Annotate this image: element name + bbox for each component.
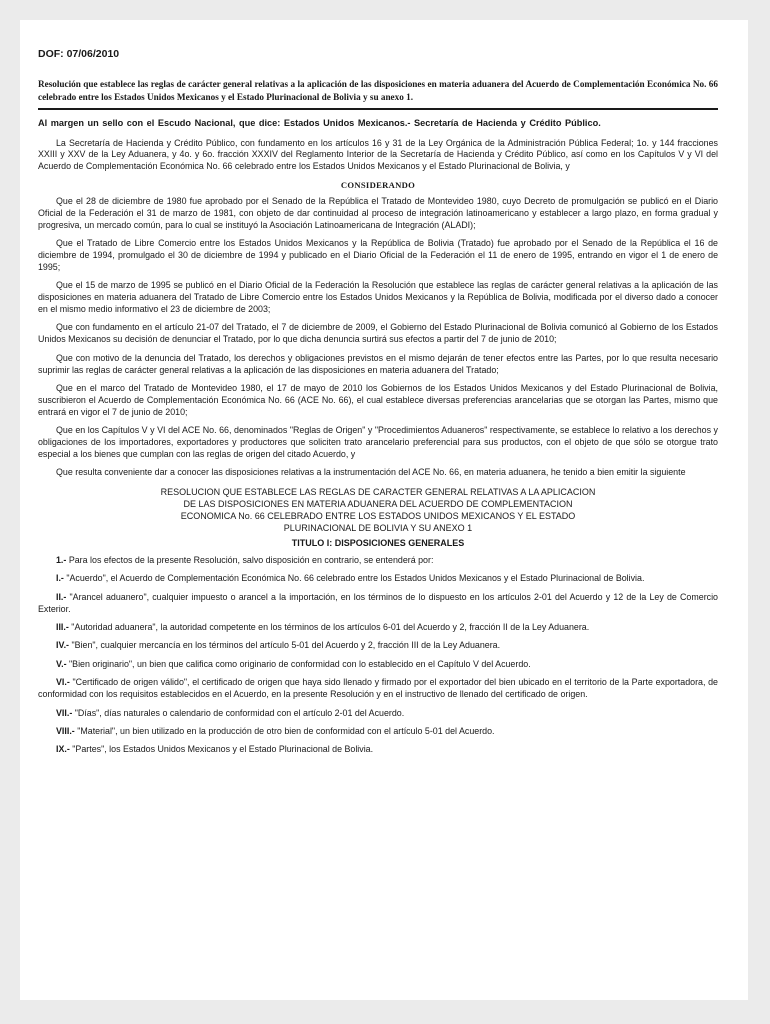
definition-text: "Autoridad aduanera", la autoridad competente en los términos de los artículos 6-01 del Acuerdo y 2, fracción II de la Ley Aduanera. bbox=[68, 621, 590, 632]
considerando-paragraph: Que en los Capítulos V y VI del ACE No. 66, denominados "Reglas de Origen" y "Procedimientos Aduaneros" respectivamente, se establece lo relativo a los derechos y obligaciones de los importadores, exportadores y productores que soliciten trato arancelario preferencial para sus productos, con el objeto de que sólo se otorgue trato especial a los bienes que cumplan con las reglas de origen del citado Acuerdo, y bbox=[38, 425, 718, 460]
definition-number: VII.- bbox=[56, 707, 73, 718]
definition-item bbox=[38, 592, 718, 616]
definition-number: VIII.- bbox=[56, 725, 75, 736]
definition-number: II.- bbox=[56, 591, 67, 602]
definition-item bbox=[38, 659, 718, 671]
definition-item bbox=[38, 744, 718, 756]
definition-item bbox=[38, 708, 718, 720]
resolution-heading-line: RESOLUCION QUE ESTABLECE LAS REGLAS DE CARACTER GENERAL RELATIVAS A LA APLICACION bbox=[160, 486, 596, 497]
dof-date: DOF: 07/06/2010 bbox=[38, 48, 120, 60]
definition-text: "Bien", cualquier mercancía en los términos del artículo 5-01 del Acuerdo y 2, fracción III de la Ley Aduanera. bbox=[69, 640, 501, 651]
rule-number: 1.- bbox=[56, 554, 67, 565]
resolution-heading-line: ECONOMICA No. 66 CELEBRADO ENTRE LOS ESTADOS UNIDOS MEXICANOS Y EL ESTADO bbox=[180, 510, 576, 521]
considerando-heading: CONSIDERANDO bbox=[340, 179, 416, 190]
definition-number: V.- bbox=[56, 658, 67, 669]
definition-item bbox=[38, 622, 718, 634]
considerando-paragraph: Que el Tratado de Libre Comercio entre los Estados Unidos Mexicanos y la República de Bolivia (Tratado) fue aprobado por el Senado de la República el 16 de diciembre de 1994, promulgado el 30 de diciembre de 1994 y publicado en el Diario Oficial de la Federación el 11 de enero de 1995, entrando en vigor el 1 de enero de 1995; bbox=[38, 237, 718, 272]
definition-number: VI.- bbox=[56, 677, 70, 688]
definition-item bbox=[38, 677, 718, 701]
considerando-paragraph: Que resulta conveniente dar a conocer las disposiciones relativas a la instrumentación del ACE No. 66, en materia aduanera, he tenido a bien emitir la siguiente bbox=[56, 467, 686, 478]
definition-text: "Material", un bien utilizado en la producción de otro bien de conformidad con el artículo 5-01 del Acuerdo. bbox=[74, 725, 495, 736]
titulo-heading: TITULO I: DISPOSICIONES GENERALES bbox=[291, 537, 465, 548]
definition-number: IX.- bbox=[56, 744, 70, 755]
definition-text: "Días", días naturales o calendario de conformidad con el artículo 2-01 del Acuerdo. bbox=[72, 707, 405, 718]
definition-number: III.- bbox=[56, 621, 69, 632]
resolution-heading-line: PLURINACIONAL DE BOLIVIA Y SU ANEXO 1 bbox=[283, 522, 473, 533]
document-content bbox=[38, 48, 718, 763]
definition-item bbox=[38, 726, 718, 738]
considerando-paragraph: Que el 28 de diciembre de 1980 fue aprobado por el Senado de la República el Tratado de Montevideo 1980, cuyo Decreto de promulgación se publicó en el Diario Oficial de la Federación el 31 de marzo de 1981, con objeto de dar continuidad al proceso de integración latinoamericano y establecer a largo plazo, en forma gradual y progresiva, un mercado común, para lo cual se instituyó la Asociación Latinoamericana de Integración (ALADI); bbox=[38, 195, 718, 230]
seal-notice: Al margen un sello con el Escudo Nacional, que dice: Estados Unidos Mexicanos.- Secretaría de Hacienda y Crédito Público. bbox=[38, 118, 601, 128]
considerando-paragraph: Que con fundamento en el artículo 21-07 del Tratado, el 7 de diciembre de 2009, el Gobierno del Estado Plurinacional de Bolivia comunicó al Gobierno de los Estados Unidos Mexicanos su decisión de denunciar el Tratado, por lo que dicha denuncia surtirá sus efectos a partir del 7 de junio de 2010; bbox=[38, 322, 718, 345]
document-title: Resolución que establece las reglas de carácter general relativas a la aplicación de las disposiciones en materia aduanera del Acuerdo de Complementación Económica No. 66 celebrado entre los Estados Unidos Mexicanos y el Estado Plurinacional de Bolivia y su anexo 1. bbox=[38, 78, 718, 110]
considerando-paragraph: Que el 15 de marzo de 1995 se publicó en el Diario Oficial de la Federación la Resolución que establece las reglas de carácter general relativas a la aplicación de las disposiciones en materia aduanera del Tratado de Libre Comercio entre los Estados Unidos Mexicanos y la República de Bolivia, modificada por el diverso dado a conocer en el mismo medio informativo el 23 de diciembre de 2003; bbox=[38, 280, 718, 314]
resolution-heading bbox=[38, 486, 718, 534]
definition-item bbox=[38, 573, 718, 585]
definition-item bbox=[38, 640, 718, 652]
definition-text: "Partes", los Estados Unidos Mexicanos y el Estado Plurinacional de Bolivia. bbox=[69, 744, 374, 755]
definition-text: "Bien originario", un bien que califica como originario de conformidad con lo establecido en el Capítulo V del Acuerdo. bbox=[66, 658, 531, 669]
resolution-heading-line: DE LAS DISPOSICIONES EN MATERIA ADUANERA DEL ACUERDO DE COMPLEMENTACION bbox=[183, 498, 573, 509]
definition-text: "Arancel aduanero", cualquier impuesto o arancel a la importación, en los términos de lo dispuesto en los artículos 2-01 del Acuerdo y 12 de la Ley de Comercio Exterior. bbox=[38, 591, 718, 614]
considerando-paragraph: Que con motivo de la denuncia del Tratado, los derechos y obligaciones previstos en el mismo dejarán de tener efectos entre las Partes, por lo que resulta necesario suprimir las reglas de carácter general relativas a la aplicación de las disposiciones en materia aduanera del Tratado; bbox=[38, 352, 718, 375]
intro-paragraph: La Secretaría de Hacienda y Crédito Público, con fundamento en los artículos 16 y 31 de la Ley Orgánica de la Administración Pública Federal; 1o. y 144 fracciones XXIII y XXV de la Ley Aduanera, y 4o. y 6o. fracción XXXIV del Reglamento Interior de la Secretaría de Hacienda y Crédito Público, así como en los Capítulos V y VI del Acuerdo de Complementación Económica No. 66 celebrado entre los Estados Unidos Mexicanos y el Estado Plurinacional de Bolivia, y bbox=[38, 137, 718, 172]
document-page bbox=[20, 20, 748, 1000]
rule-paragraph bbox=[38, 555, 718, 567]
rule-text: Para los efectos de la presente Resolución, salvo disposición en contrario, se entenderá por: bbox=[66, 554, 434, 565]
considerando-paragraph: Que en el marco del Tratado de Montevideo 1980, el 17 de mayo de 2010 los Gobiernos de los Estados Unidos Mexicanos y del Estado Plurinacional de Bolivia, suscribieron el Acuerdo de Complementación Económica No. 66 (ACE No. 66), el cual establece diversas preferencias arancelarias que se otorgan las Partes, mismo que entrará en vigor el 7 de junio de 2010; bbox=[38, 383, 718, 417]
definition-number: I.- bbox=[56, 573, 64, 584]
definition-number: IV.- bbox=[56, 640, 69, 651]
definition-text: "Certificado de origen válido", el certificado de origen que haya sido llenado y firmado por el exportador del bien ubicado en el territorio de la Parte exportadora, de conformidad con los requisitos establecidos en el Acuerdo, en la presente Resolución y en el instructivo de llenado del certificado de origen. bbox=[38, 677, 718, 700]
definition-text: "Acuerdo", el Acuerdo de Complementación Económica No. 66 celebrado entre los Estados Unidos Mexicanos y el Estado Plurinacional de Bolivia. bbox=[63, 573, 645, 584]
